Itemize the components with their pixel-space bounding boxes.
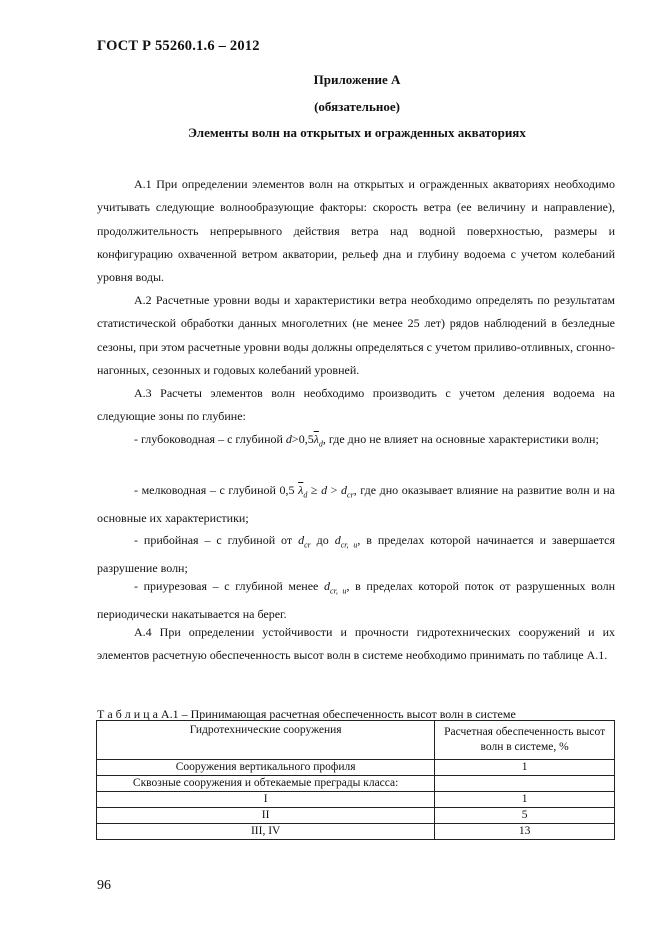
- paragraph-a4: А.4 При определении устойчивости и прочности гидротехнических сооружений и их элементов расчетную обеспеченность высот волн в системе необходимо принимать по таблице А.1.: [97, 625, 615, 663]
- zone-surf-text-a: - прибойная – с глубиной от: [134, 533, 293, 547]
- table-cell-structure: III, IV: [97, 824, 435, 840]
- wavelength-symbol-2: $\overline{\lambda}$: [298, 483, 304, 497]
- zone-swash-text-a: - приурезовая – с глубиной менее: [134, 579, 319, 593]
- wavelength-subscript: d: [318, 439, 323, 449]
- table-cell-value: 1: [435, 760, 615, 776]
- zone-shallow-water: [97, 479, 615, 530]
- table-row: [97, 808, 615, 824]
- appendix-heading: Элементы волн на открытых и огражденных акваториях: [188, 125, 526, 140]
- table-cell-structure: Сквозные сооружения и обтекаемые преграды класса:: [97, 776, 435, 792]
- depth-symbol-4: d: [298, 533, 305, 547]
- table-row: [97, 776, 615, 792]
- table-row: [97, 824, 615, 840]
- zone-swash: [97, 575, 615, 626]
- critical-u-subscript: cr, u: [340, 540, 358, 550]
- appendix-subtitle: (обязательное): [314, 99, 400, 114]
- zone-surf-text-b: , в пределах которой начинается и завершается разрушение волн;: [97, 533, 616, 575]
- depth-symbol-5: d: [334, 533, 341, 547]
- paragraph-a1: А.1 При определении элементов волн на открытых и огражденных акваториях необходимо учитывать следующие волнообразующие факторы: скорость ветра (ее величину и направление), продолжительность непрерывного действия ветра над водной поверхностью, размеры и конфигурацию охваченной ветром акватории, рельеф дна и глубину водоема с учетом колебаний уровня воды.: [97, 177, 615, 285]
- page-number: 96: [97, 878, 111, 893]
- zone-surf: [97, 529, 615, 580]
- document-id: ГОСТ Р 55260.1.6 – 2012: [97, 38, 260, 54]
- math-gt-half: >0,5: [291, 432, 314, 446]
- table-cell-structure: Сооружения вертикального профиля: [97, 760, 435, 776]
- wave-probability-table: [96, 720, 615, 840]
- zone-shallow-text-a: - мелководная – с глубиной: [134, 483, 276, 497]
- table-cell-value: [435, 776, 615, 792]
- table-cell-value: 5: [435, 808, 615, 824]
- zone-deep-text-b: , где дно не влияет на основные характеристики волн;: [322, 432, 599, 446]
- table-header-structures: Гидротехнические сооружения: [97, 721, 435, 760]
- table-header-row: [97, 721, 615, 760]
- critical-subscript: cr: [347, 490, 354, 500]
- math-ge: ≥: [307, 483, 322, 497]
- paragraph-a2: А.2 Расчетные уровни воды и характеристики ветра необходимо определять по результатам статистической обработки данных многолетних (не менее 25 лет) рядов наблюдений в безледные сезоны, при этом расчетные уровни воды должны определяться с учетом приливо-отливных, сгонно-нагонных, сезонных и годовых колебаний уровней.: [97, 293, 615, 377]
- table-cell-structure: I: [97, 792, 435, 808]
- zone-shallow-text-b: , где дно оказывает влияние на развитие волн и на основные их характеристики;: [97, 483, 615, 525]
- table-cell-value: 1: [435, 792, 615, 808]
- depth-symbol: d: [285, 432, 292, 446]
- paragraph-a3: А.3 Расчеты элементов волн необходимо производить с учетом деления водоема на следующие зоны по глубине:: [97, 386, 615, 424]
- table-row: [97, 792, 615, 808]
- table-caption: Т а б л и ц а А.1 – Принимающая расчетная обеспеченность высот волн в системе: [97, 707, 516, 721]
- critical-subscript-2: cr: [304, 540, 311, 550]
- depth-symbol-2: d: [321, 483, 328, 497]
- critical-u-subscript-2: cr, u: [330, 586, 347, 596]
- math-half: 0,5: [279, 483, 295, 497]
- wavelength-subscript-2: d: [303, 490, 308, 500]
- table-cell-structure: II: [97, 808, 435, 824]
- table-cell-value: 13: [435, 824, 615, 840]
- math-gt: >: [327, 483, 342, 497]
- zone-deep-text-a: - глубоководная – с глубиной: [134, 432, 283, 446]
- zone-swash-text-b: , в пределах которой поток от разрушенных волн периодически накатывается на берег.: [97, 579, 616, 621]
- table-row: [97, 760, 615, 776]
- appendix-title: Приложение А: [313, 72, 401, 87]
- zone-surf-text-mid: до: [316, 533, 329, 547]
- depth-symbol-3: d: [341, 483, 348, 497]
- table-header-probability: Расчетная обеспеченность высот волн в системе, %: [435, 721, 615, 760]
- zone-deep-water: [97, 428, 615, 456]
- wavelength-symbol: $\overline{\lambda}$: [313, 432, 319, 446]
- depth-symbol-6: d: [324, 579, 331, 593]
